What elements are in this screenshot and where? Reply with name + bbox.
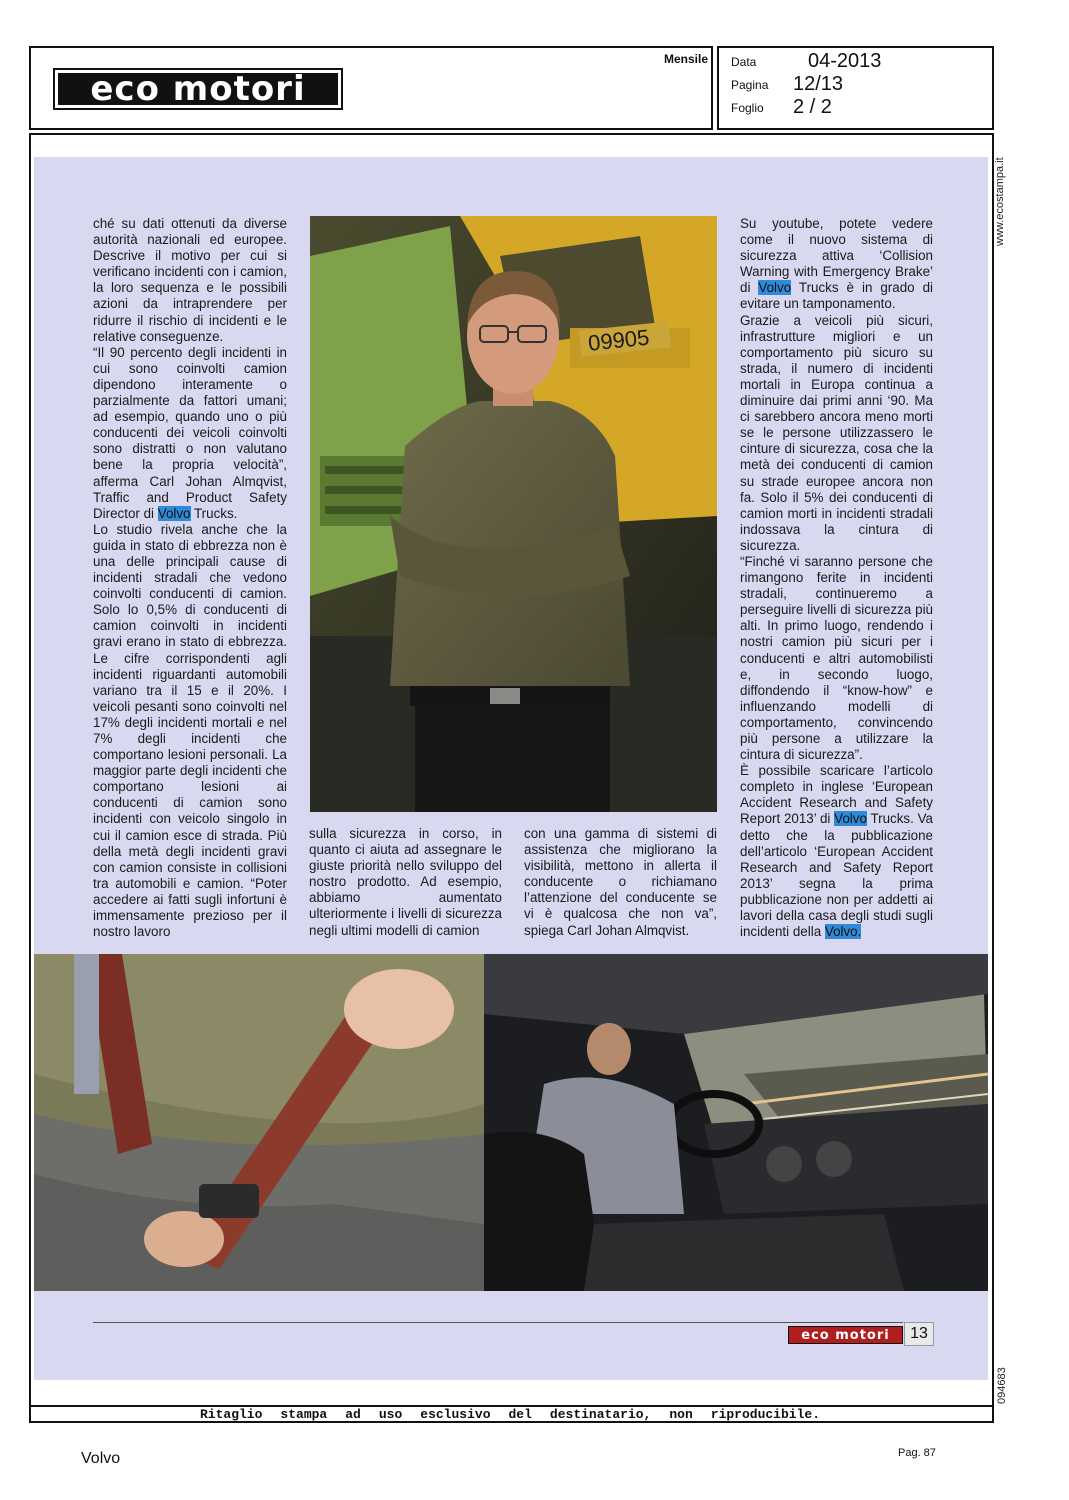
footer-logo-text: eco motori xyxy=(801,1327,890,1343)
col4-text-a: Su youtube, potete vedere come il nuovo sistema di sicurezza attiva ‘Collision Warning with Emergency Brake’ di xyxy=(740,216,933,296)
website-vertical xyxy=(994,157,1006,246)
truck-plate-text: 09905 xyxy=(586,324,651,356)
foglio-value: 2 / 2 xyxy=(793,96,832,118)
data-label: Data xyxy=(731,55,757,69)
publication-logo-text: eco motori xyxy=(90,69,306,109)
portrait-illustration xyxy=(310,216,717,812)
col1-text-b: Trucks. Lo studio rivela anche che la guida in stato di ebbrezza non è una delle principali cause di incidenti stradali che vedono coinvolti conducenti di camion. Solo lo 0,5% di conducenti di camion coinvolti in incidenti gravi erano in stato di ebbrezza. Le cifre corrispondenti agli incidenti riguardanti automobili variano tra il 15 e il 20%. I veicoli pesanti sono coinvolti nel 17% degli incidenti mortali e nel 7% degli incidenti che comportano lesioni personali. La maggior parte degli incidenti che comportano lesioni ai conducenti di camion sono incidenti con veicolo singolo in cui il camion esce di strada. Più della metà degli incidenti gravi con camion consiste in collisioni tra automobili e camion. “Poter accedere ai fatti sugli infortuni è immensamente prezioso per il nostro lavoro xyxy=(93,505,287,940)
article-column-2 xyxy=(309,826,502,940)
cabin-illustration xyxy=(484,954,988,1291)
seatbelt-photo xyxy=(34,954,484,1291)
page-number: 13 xyxy=(910,1325,928,1342)
portrait-photo xyxy=(310,216,717,812)
code-text: 094683 xyxy=(996,1367,1008,1404)
foglio-label: Foglio xyxy=(731,101,764,115)
highlight-volvo: Volvo xyxy=(157,505,191,521)
highlight-volvo-1: Volvo xyxy=(758,280,792,296)
col1-text-a: ché su dati ottenuti da diverse autorità nazionali ed europee. Descrive il motivo per cui si verificano incidenti con i camion, la loro sequenza e le possibili azioni da intraprendere per ridurre il rischio di incidenti e le relative conseguenze. “Il 90 percento degli incidenti in cui sono coinvolti camion dipendono interamente o parzialmente da fattori umani; ad esempio, quando uno o più conducenti dei veicoli coinvolti sono distratti o non valutano bene la propria velocità”, afferma Carl Johan Almqvist, Traffic and Product Safety Director di xyxy=(93,216,287,521)
page-reference: Pag. 87 xyxy=(898,1447,936,1459)
seatbelt-illustration xyxy=(34,954,484,1291)
pagina-label: Pagina xyxy=(731,78,769,92)
footer-rule xyxy=(93,1322,903,1323)
website-text: www.ecostampa.it xyxy=(994,157,1006,246)
col3-text: con una gamma di sistemi di assistenza che migliorano la visibilità, mettono in allerta il conducente o richiamano l’attenzione del conducente se vi è qualcosa che non va”, spiega Carl Johan Almqvist. xyxy=(524,826,717,938)
page-number-box xyxy=(904,1322,934,1346)
col4-text-b: Trucks è in grado di evitare un tamponamento. Grazie a veicoli più sicuri, infrastrutture migliori e un comportamento più sicuro su strada, il numero di incidenti mortali in Europa continua a diminuire dai primi anni ‘90. Ma ci sarebbero ancora meno morti se le persone utilizzassero le cinture di sicurezza, cosa che la metà dei conducenti di camion su strade europee ancora non fa. Solo il 5% dei conducenti di camion morti in incidenti stradali indossava la cintura di sicurezza. “Finché vi saranno persone che rimangono ferite in incidenti stradali, continueremo a perseguire livelli di sicurezza più alti. In primo luogo, rendendo i nostri camion più sicuri per i conducenti e altri automobilisti e, in secondo luogo, diffondendo il “know-how” e influenzando modelli di comportamento, convincendo più persone a utilizzare la cintura di sicurezza”. È possibile scaricare l’articolo completo in inglese ‘European Accident Research and Safety Report 2013’ di xyxy=(740,280,933,827)
highlight-volvo-2: Volvo xyxy=(834,811,867,827)
article-column-1 xyxy=(93,216,287,940)
data-value: 04-2013 xyxy=(808,50,882,72)
highlight-volvo-3: Volvo. xyxy=(824,924,862,940)
client-name: Volvo xyxy=(81,1450,121,1467)
code-vertical xyxy=(996,1367,1008,1404)
footer-logo xyxy=(788,1326,903,1344)
publication-logo xyxy=(53,68,343,110)
col4-text-c: Trucks. Va detto che la pubblicazione dell’articolo ‘European Accident Research and Safety Report 2013’ segna la prima pubblicazione non per addetti ai lavori della casa degli studi sugli incidenti della xyxy=(740,811,933,940)
frequency-label: Mensile xyxy=(664,52,709,66)
disclaimer-text: Ritaglio stampa ad uso esclusivo del destinatario, non riproducibile. xyxy=(200,1407,820,1422)
col2-text: sulla sicurezza in corso, in quanto ci aiuta ad assegnare le giuste priorità nello sviluppo del nostro prodotto. Ad esempio, abbiamo aumentato ulteriormente i livelli di sicurezza negli ultimi modelli di camion xyxy=(309,826,502,938)
disclaimer xyxy=(200,1407,820,1422)
article-column-4 xyxy=(740,216,933,940)
truck-cabin-photo xyxy=(484,954,988,1291)
pagina-value: 12/13 xyxy=(793,73,844,95)
article-column-3 xyxy=(524,826,717,940)
